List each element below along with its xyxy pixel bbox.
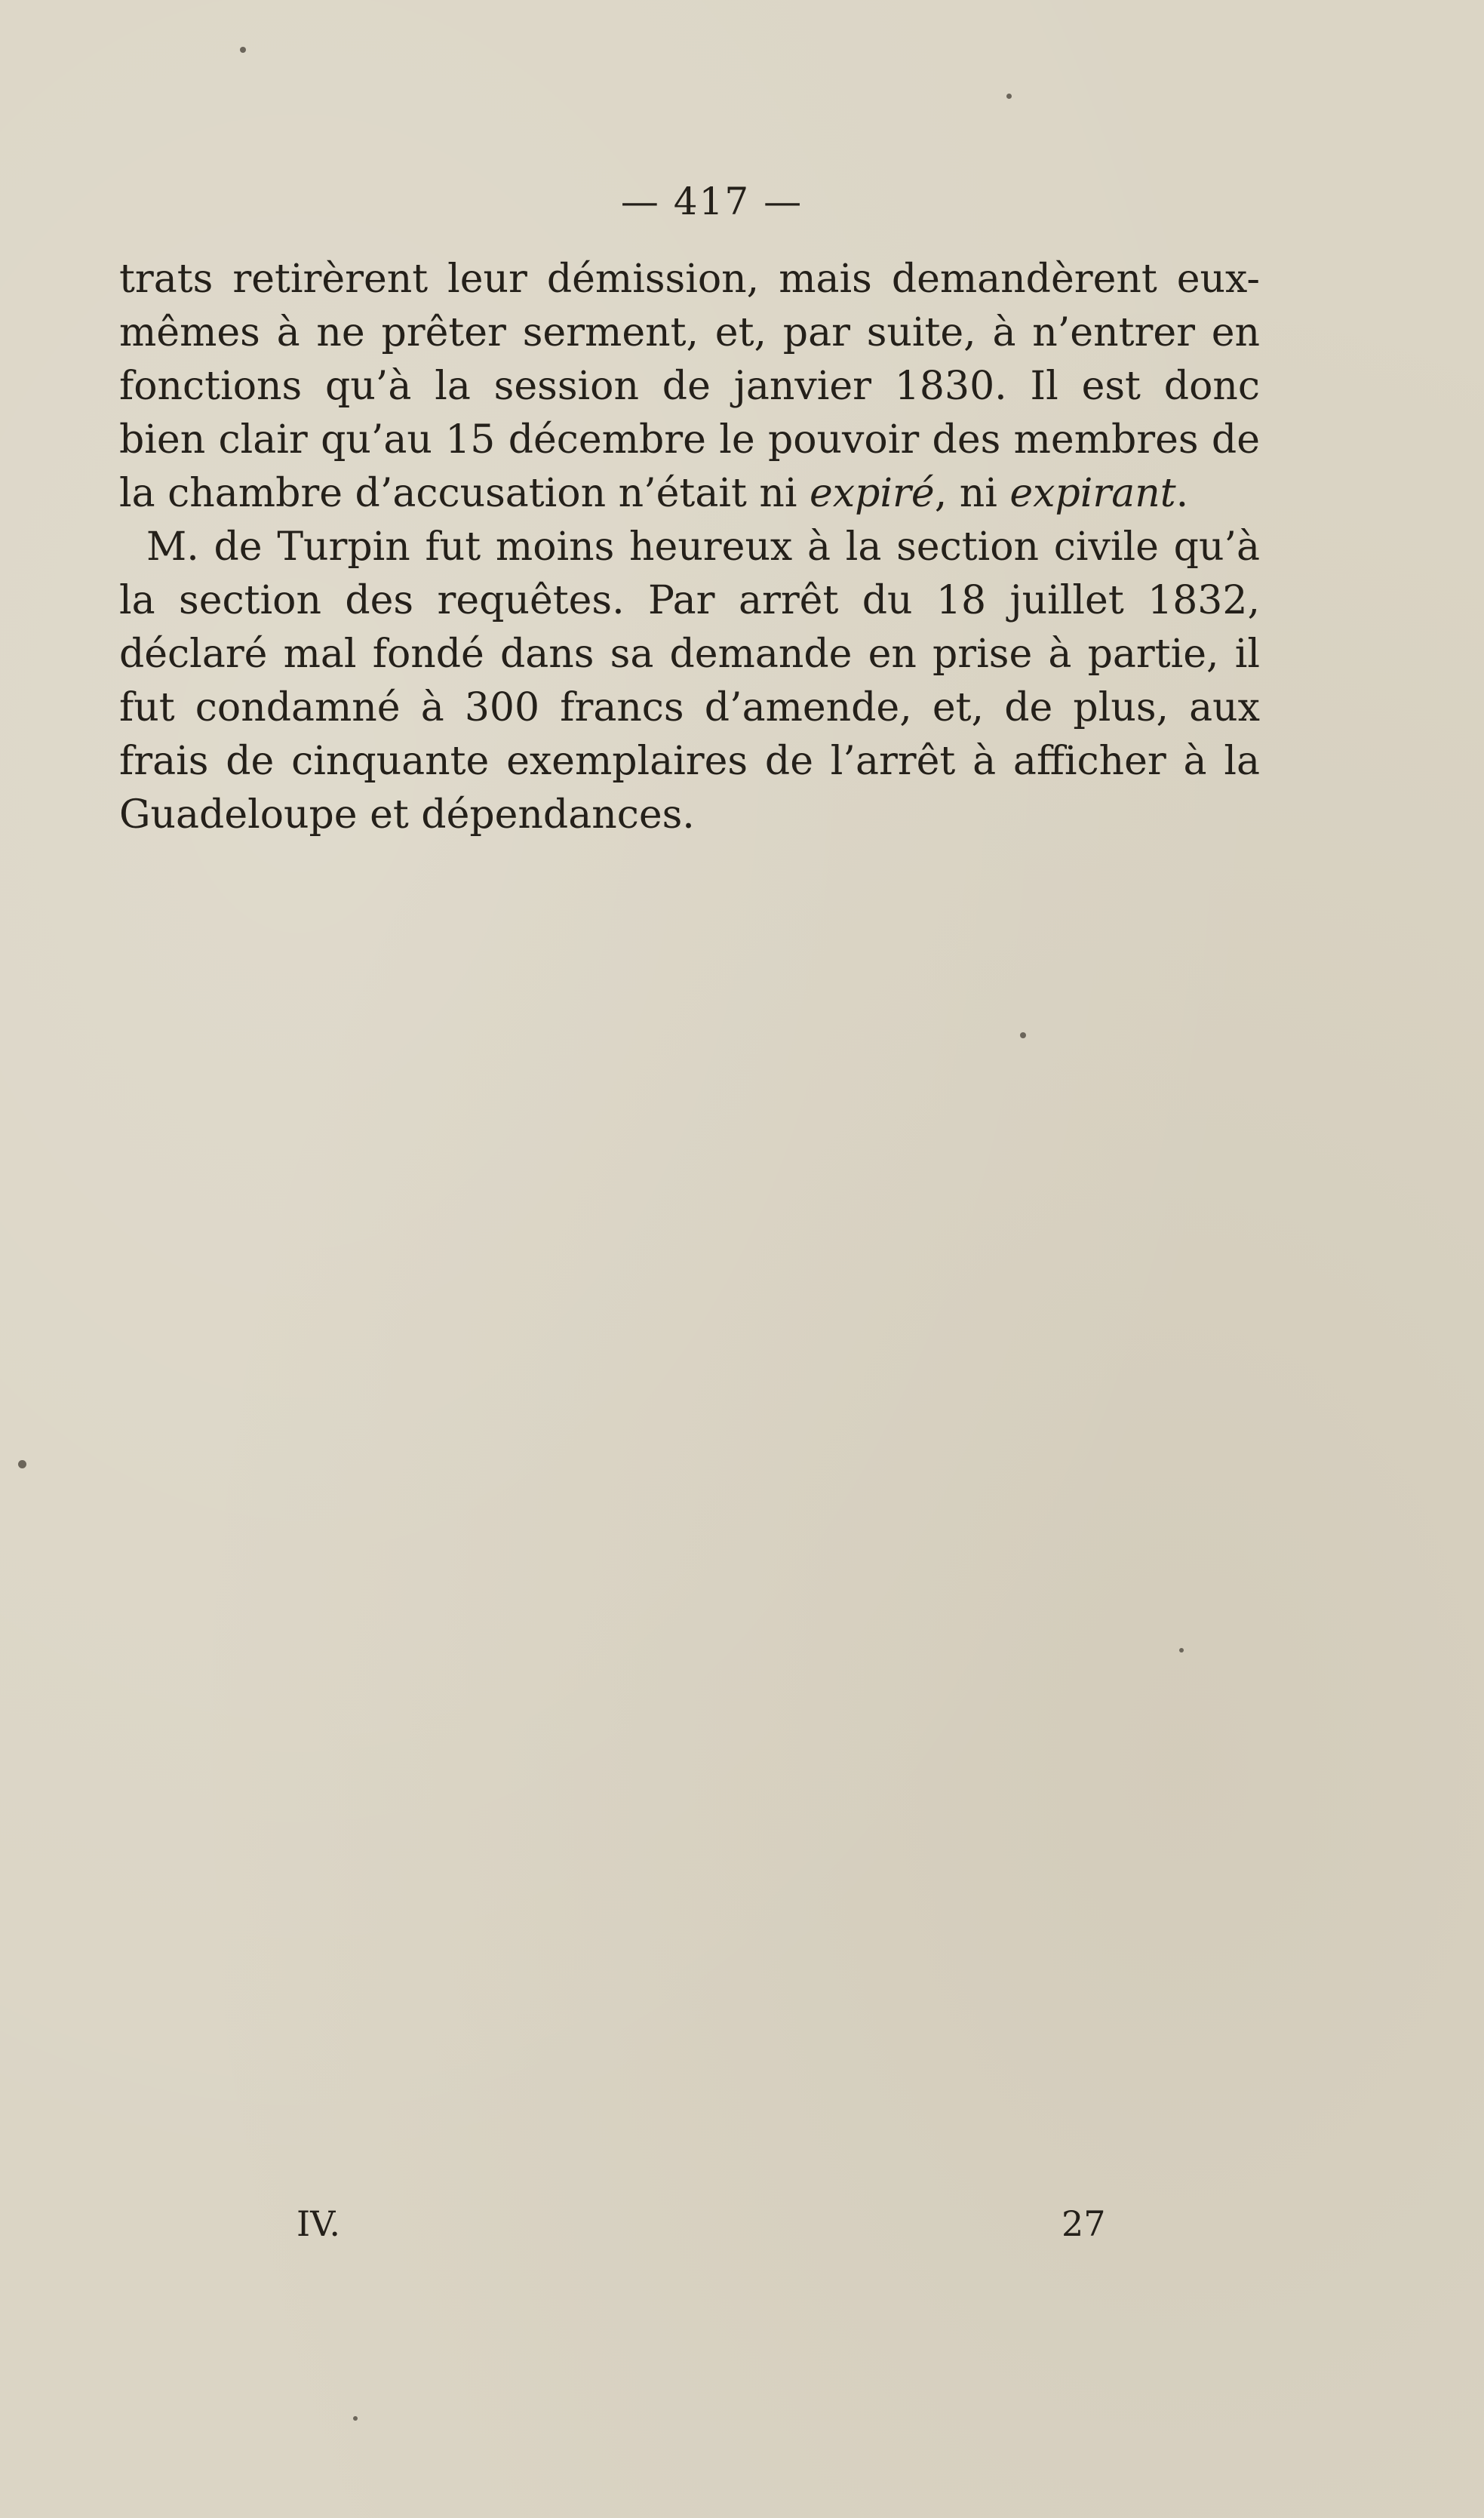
paragraph [119, 253, 1260, 521]
body-text [119, 253, 1260, 842]
text-run: M. de Turpin fut moins heureux à la section civile qu’à la section des requêtes. Par arrêt du 18 juillet 1832, déclaré mal fondé dans sa demande en prise à partie, il fut condamné à 300 francs d’amende, et, de plus, aux frais de cinquante exemplaires de l’arrêt à afficher à la Guadeloupe et dépendances. [119, 524, 1260, 838]
text-run: . [1175, 471, 1189, 516]
paper-speck [18, 1460, 26, 1468]
italic-text: expirant [1009, 471, 1176, 516]
paper-speck [1020, 1032, 1026, 1038]
text-run: , ni [934, 471, 1010, 516]
paper-speck [353, 2416, 358, 2421]
signature-mark: IV. [296, 2203, 340, 2244]
paper-speck [1006, 94, 1012, 99]
paragraph [119, 521, 1260, 842]
gathering-number: 27 [1062, 2203, 1106, 2244]
paper-speck [1179, 1648, 1184, 1653]
page-number: — 417 — [620, 180, 803, 223]
paper-speck [240, 47, 246, 53]
italic-text: expiré [810, 471, 935, 516]
text-run: trats retirèrent leur démission, mais demandèrent eux-mêmes à ne prêter serment, et, par suite, à n’entrer en fonctions qu’à la session de janvier 1830. Il est donc bien clair qu’au 15 décembre le pouvoir des membres de la chambre d’accusation n’était ni [119, 257, 1260, 516]
